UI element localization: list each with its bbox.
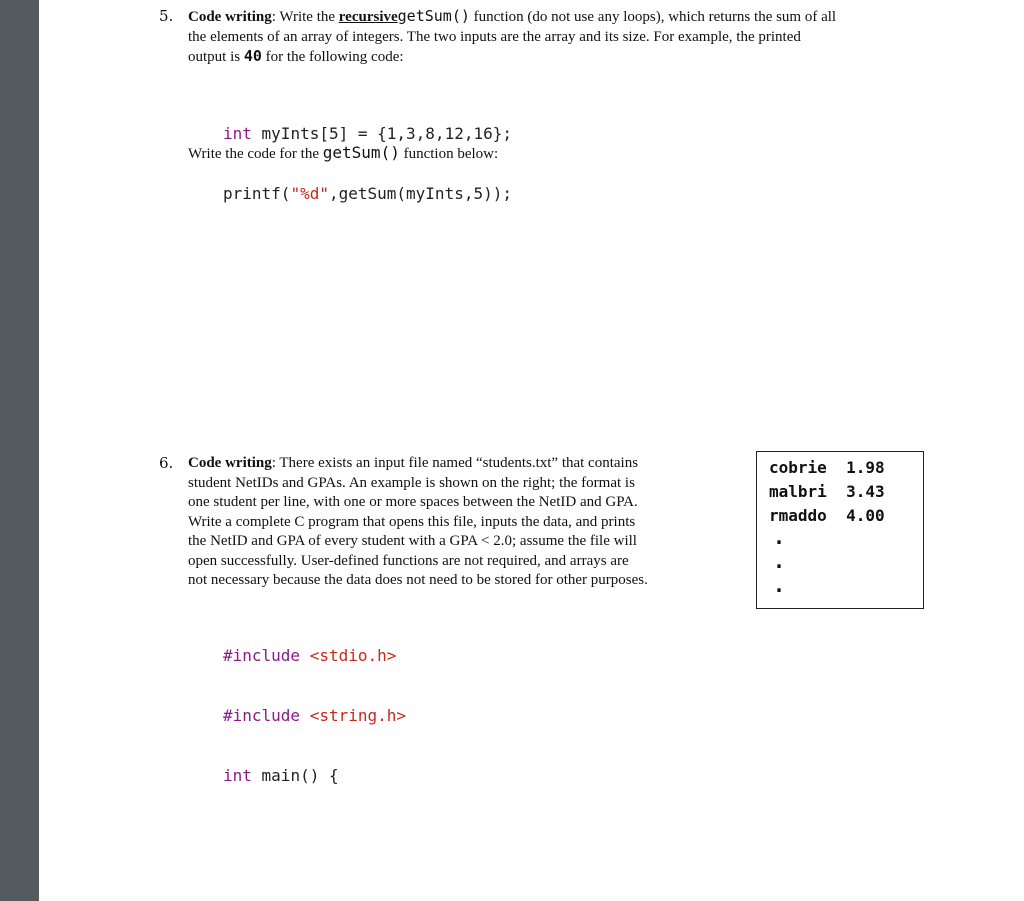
file-row: malbri 3.43 — [769, 482, 885, 501]
question-5-text — [188, 7, 978, 68]
question-6-number: 6. — [159, 454, 174, 472]
q5-line-1: Code writing: Write the recursivegetSum() function (do not use any loops), which returns the sum of all — [188, 7, 837, 25]
q6-code-block — [223, 606, 406, 826]
q6-code-line-2: #include <string.h> — [223, 706, 407, 725]
file-row: rmaddo 4.00 — [769, 506, 885, 525]
ellipsis-dot: . — [773, 549, 786, 573]
q5-instruction: Write the code for the getSum() function below: — [188, 143, 499, 162]
q6-code-line-3: int main() { — [223, 766, 339, 785]
q6-code-line-1: #include <stdio.h> — [223, 646, 397, 665]
question-6-text: Code writing: There exists an input file named “students.txt” that contains student NetIDs and GPAs. An example is shown on the right; the format is one student per line, with one or more spaces between the NetID and GPA. Write a complete C program that opens this file, inputs the data, and prints the NetID and GPA of every student with a GPA < 2.0; assume the file will open successfully. User-defined functions are not required, and arrays are not necessary because the data does not need to be stored for other purposes. — [188, 455, 648, 588]
q5-code-line-1: int myInts[5] = {1,3,8,12,16}; — [223, 124, 512, 143]
file-row: cobrie 1.98 — [769, 458, 885, 477]
q5-line-2: the elements of an array of integers. The two inputs are the array and its size. For example, the printed — [188, 28, 801, 45]
ellipsis-dot: . — [773, 573, 786, 597]
q5-recursive: recursive — [338, 9, 398, 25]
q5-code-line-2: printf("%d",getSum(myInts,5)); — [223, 184, 513, 203]
q5-line-3: output is 40 for the following code: — [188, 47, 404, 65]
ellipsis-dot: . — [773, 525, 786, 549]
question-5-number: 5. — [159, 7, 174, 25]
q5-label: Code writing — [188, 9, 272, 25]
viewer-sidebar — [0, 0, 39, 901]
q6-label: Code writing — [188, 455, 272, 471]
students-file-example — [756, 451, 924, 609]
